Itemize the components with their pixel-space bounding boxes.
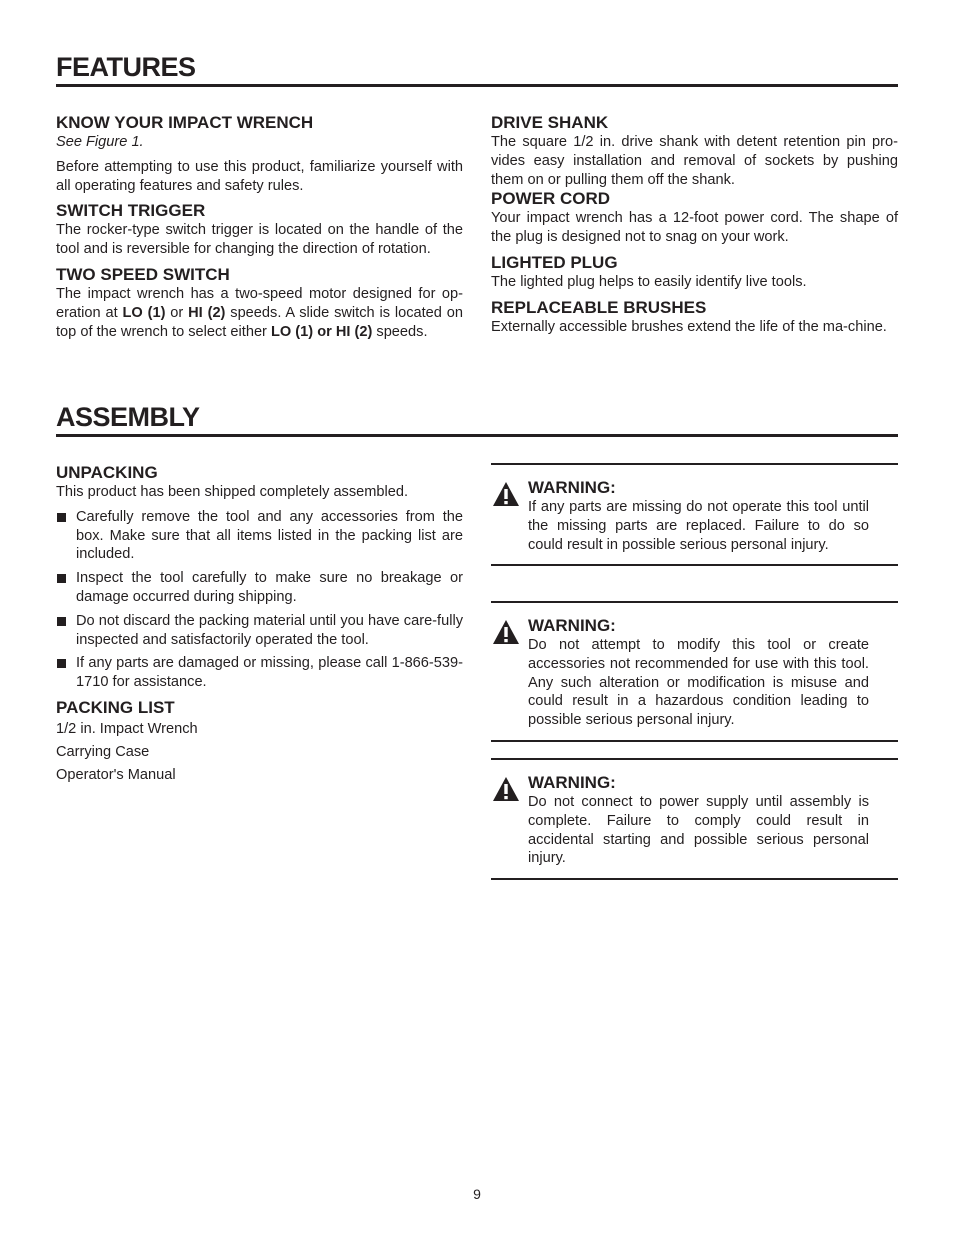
packing-list-heading: PACKING LIST (56, 697, 175, 717)
warning-triangle-icon (492, 481, 520, 507)
bullet-square-icon (57, 617, 66, 626)
two-speed-text: The impact wrench has a two-speed motor designed for op-eration at LO (1) or HI (2) speeds. A slide switch is located on top of the wrench to select either LO (1) or HI (2) speeds. (56, 285, 463, 340)
features-right-column (491, 113, 898, 337)
list-item: Do not discard the packing material until you have care-fully inspected and satisfactorily operated the tool. (56, 612, 463, 650)
power-cord-text: Your impact wrench has a 12-foot power cord. The shape of the plug is designed not to snag on your work. (491, 210, 898, 246)
know-heading: KNOW YOUR IMPACT WRENCH (56, 113, 314, 132)
lighted-plug-text: The lighted plug helps to easily identify live tools. (491, 273, 807, 290)
switch-trigger-text: The rocker-type switch trigger is located on the handle of the tool and is reversible for changing the direction of rotation. (56, 222, 463, 258)
drive-shank-heading: DRIVE SHANK (491, 113, 609, 132)
bullet-square-icon (57, 659, 66, 668)
warning-text: Do not connect to power supply until assembly is complete. Failure to comply could result in accidental starting and possible serious personal injury. (528, 794, 869, 867)
warning-triangle-icon (492, 619, 520, 645)
unpacking-heading: UNPACKING (56, 463, 158, 482)
warning-box (491, 601, 898, 742)
know-text: Before attempting to use this product, familiarize yourself with all operating features and safety rules. (56, 158, 463, 194)
packing-list-item: 1/2 in. Impact Wrench (56, 720, 198, 737)
warning-triangle-icon (492, 776, 520, 802)
drive-shank-text: The square 1/2 in. drive shank with detent retention pin pro-vides easy installation and removal of sockets by pushing them on or pulling them off the shank. (491, 134, 898, 188)
warning-box (491, 758, 898, 880)
unpacking-intro: This product has been shipped completely assembled. (56, 484, 409, 500)
warning-text: If any parts are missing do not operate this tool until the missing parts are replaced. Failure to do so could result in possible serious personal injury. (528, 499, 869, 553)
features-rule (56, 84, 898, 87)
features-title: FEATURES (56, 52, 196, 82)
warning-text: Do not attempt to modify this tool or create accessories not recommended for use with this tool. Any such alteration or modification is misuse and could result in a hazardous condition leading to possible serious personal injury. (528, 637, 869, 729)
packing-list-item: Operator's Manual (56, 766, 176, 783)
warning-title: WARNING: (528, 773, 616, 792)
assembly-rule (56, 434, 898, 437)
warning-title: WARNING: (528, 478, 616, 497)
two-speed-heading: TWO SPEED SWITCH (56, 264, 230, 284)
page-number: 9 (473, 1186, 481, 1202)
assembly-left-column (56, 463, 463, 787)
warning-title: WARNING: (528, 616, 616, 635)
list-item: Carefully remove the tool and any accessories from the box. Make sure that all items listed in the packing list are included. (56, 508, 463, 564)
assembly-title: ASSEMBLY (56, 402, 200, 432)
bullet-square-icon (57, 574, 66, 583)
packing-list-item: Carrying Case (56, 743, 150, 760)
brushes-text: Externally accessible brushes extend the life of the ma-chine. (491, 318, 887, 335)
unpacking-list (56, 508, 463, 692)
features-left-column (56, 113, 463, 341)
figure-reference: See Figure 1. (56, 134, 144, 150)
switch-trigger-heading: SWITCH TRIGGER (56, 201, 206, 221)
warning-box (491, 463, 898, 566)
list-item: If any parts are damaged or missing, please call 1-866-539-1710 for assistance. (56, 654, 463, 692)
brushes-heading: REPLACEABLE BRUSHES (491, 297, 707, 317)
lighted-plug-heading: LIGHTED PLUG (491, 252, 618, 272)
bullet-square-icon (57, 513, 66, 522)
list-item: Inspect the tool carefully to make sure no breakage or damage occurred during shipping. (56, 569, 463, 607)
power-cord-heading: POWER CORD (491, 189, 610, 209)
